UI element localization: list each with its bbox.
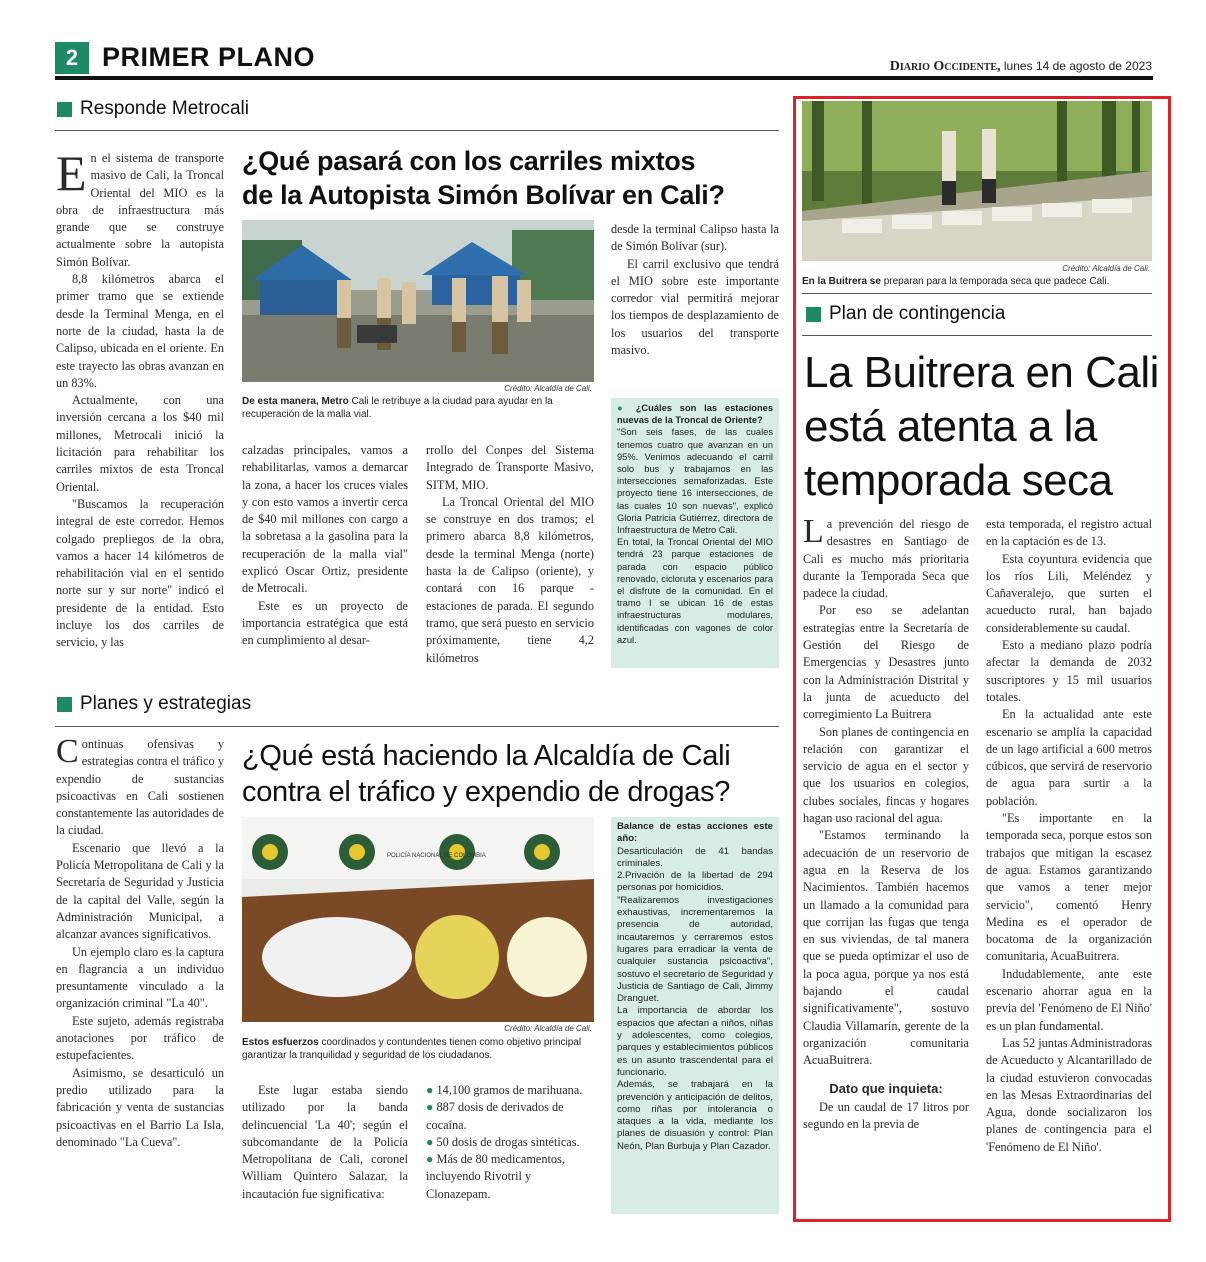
headline-line: temporada seca (804, 456, 1113, 505)
caption-rule (802, 293, 1152, 294)
article2-col3 (426, 1082, 594, 1203)
paper-name: Diario Occidente, (889, 59, 1001, 74)
paragraph: Este es un proyecto de importancia estratégica que está en cumplimiento al desar- (242, 598, 408, 648)
buitrera-photo (802, 101, 1152, 261)
article1-dropcap: E (56, 145, 87, 201)
article3-col2 (986, 516, 1152, 1156)
paragraph: Escenario que llevó a la Policía Metropolitana de Cali y la Secretaría de Seguridad y Justicia de la capital del Valle, según la Administración Municipal, a alcanzar avances significativos. (56, 840, 224, 942)
list-item: ● 50 dosis de drogas sintéticas. (426, 1134, 580, 1149)
box-text: En total, la Troncal Oriental del MIO tendrá 23 parque estaciones de parada con espacio público renovado, cicloruta y escenarios para el disfrute de la comunidad. En el tramo I se ubican 16 de estas infraestructuras modulares, identificadas con vagones de color azul. (617, 537, 773, 645)
box-text: "Realizaremos investigaciones exhaustivas, incrementaremos la presencia de autoridad, incautaremos y cerraremos estos lugares para erradicar la venta de cualquier sustancia psicoactiva", sostuvo el secretario de Seguridad y Justicia de Santiago de Cali, Jimmy Dranguet. (617, 894, 773, 1005)
paragraph: "Es importante en la temporada seca, porque estos son trabajos que mitigan la escasez de agua. Estamos garantizando que vamos a tener mejor servicio", comentó Henry Medina es el operador de bocatoma de la organización comunitaria, AcuaBuitrera. (986, 811, 1152, 964)
article2-rule (55, 726, 779, 727)
paragraph: 8,8 kilómetros abarca el primer tramo que se extiende desde la Terminal Menga, en el norte de la ciudad, hasta la de Calipso, ubicada en el oriente. En este trayecto las obras avanzan en un 83%. (56, 272, 224, 390)
article2-section (57, 693, 251, 715)
paragraph: ontinuas ofensivas y estrategias contra el tráfico y expendio de sustancias psicoactivas en Cali sostienen constantemente las autoridades de la ciudad. (56, 737, 224, 838)
paragraph: Son planes de contingencia en relación con garantizar el servicio de agua en el sector y que los usuarios en colegios, clubes sociales, fincas y hogares hagan uso racional del agua. (803, 724, 969, 826)
paragraph: calzadas principales, vamos a rehabilitarlas, vamos a demarcar la zona, a hacer los cruces viales y con esto vamos a invertir cerca de $40 mil millones con cargo a la sobretasa a la gasolina para la recuperación de la malla vial" explicó Oscar Ortiz, presidente de Metrocali. (242, 443, 408, 596)
headline-line: contra el tráfico y expendio de drogas? (242, 776, 731, 808)
masthead-info (890, 59, 1152, 75)
list-item: ● 14,100 gramos de marihuana. (426, 1083, 583, 1097)
page-number: 2 (65, 45, 79, 70)
paragraph: La Troncal Oriental del MIO se construye en dos tramos; el primero abarca 8,8 kilómetros, desde la terminal Menga (norte) hasta la de Calipso (oriente), y contará con 16 parque - estaciones de parada. El segundo tramo, que será puesto en servicio próximamente, tiene 4,2 kilómetros (426, 494, 594, 665)
box-text: "Son seis fases, de las cuales tenemos cuatro que avanzan en un 95%. Venimos adecuando el carril solo bus y trabajamos en las intersecciones semaforizadas. Este proyecto tiene 16 intersecciones, de las cuales 10 son nuevas", explicó Gloria Patricia Gutiérrez, directora de Infraestructura de Metro Cali. (617, 427, 773, 536)
box-text: Desarticulación de 41 bandas criminales. (617, 845, 773, 869)
paragraph: desde la terminal Calipso hasta la de Simón Bolívar (sur). (611, 222, 779, 254)
article2-section-label: Planes y estrategias (80, 693, 252, 714)
article1-col2 (242, 442, 408, 650)
headline-line: La Buitrera en Cali (804, 348, 1159, 397)
subhead: Dato que inquieta: (829, 1080, 943, 1096)
article2-col2 (242, 1082, 408, 1203)
article1-col3 (426, 442, 594, 667)
balance-box (611, 817, 779, 1214)
headline-line: ¿Qué pasará con los carriles mixtos (242, 146, 696, 176)
article3-headline (804, 346, 1159, 508)
list-item: ● Más de 80 medicamentos, incluyendo Rivotril y Clonazepam. (426, 1152, 565, 1201)
article1-col1 (56, 145, 224, 652)
headline-line: está atenta a la (804, 402, 1097, 451)
article3-dropcap: L (803, 513, 824, 550)
article3-caption: En la Buitrera se preparan para la temporada seca que padece Cali. (802, 276, 1110, 287)
article3-section (806, 303, 1005, 325)
article1-section-label: Responde Metrocali (80, 98, 249, 119)
paragraph: Un ejemplo claro es la captura en flagrancia a un individuo presuntamente vinculado a la organización criminal "La 40". (56, 944, 224, 1011)
paragraph: "Buscamos la recuperación integral de este corredor. Hemos colgado prepliegos de la obra, vamos a hacer 14 kilómetros de rehabilitación vial en el sentido norte sur y sur norte" indicó el presidente de la entidad. Esto incluye los dos carriles de servicio, y las (56, 496, 224, 650)
article1-section (57, 98, 249, 120)
list-item: ● 887 dosis de derivados de cocaína. (426, 1100, 564, 1132)
headline-line: de la Autopista Simón Bolívar en Cali? (242, 180, 725, 210)
article3-rule (802, 335, 1152, 336)
paragraph: En la actualidad ante este escenario se amplía la capacidad de un lago artificial a 600 metros cúbicos, que servirá de reservorio de agua para surtir a la población. (986, 707, 1152, 808)
seized-drugs-photo (242, 817, 594, 1022)
paragraph: Este lugar estaba siendo utilizado por la banda delincuencial 'La 40'; según el subcomandante de la Policía Metropolitana de Cali, coronel William Quintero Salazar, la incautación fue significativa: (242, 1083, 408, 1201)
page-number-badge (55, 42, 89, 74)
paragraph: Indudablemente, ante este escenario ahorrar agua en la previa del 'Fenómeno de El Niño' es un plan fundamental. (986, 966, 1152, 1033)
paragraph: rrollo del Conpes del Sistema Integrado de Transporte Masivo, SITM, MIO. (426, 443, 594, 492)
paragraph: Por eso se adelantan estrategias entre la Secretaría de Gestión del Riesgo de Emergencias y Desastres junto con la Administración Distrital y la junta de acueducto del corregimiento La Buitrera (803, 603, 969, 722)
article2-headline (242, 738, 730, 810)
photo-credit: Crédito: Alcaldía de Cali. (504, 1024, 592, 1033)
section-title: PRIMER PLANO (102, 42, 316, 72)
paragraph: esta temporada, el registro actual en la captación es de 13. (986, 517, 1152, 549)
paragraph: Las 52 juntas Administradoras de Acueducto y Alcantarillado de la ciudad estuvieron convocadas en las Mesas Extraordinarias del Agua, donde socializaron los planes de contingencia para el 'Fenómeno de El Niño'. (986, 1035, 1152, 1154)
headline-line: ¿Qué está haciendo la Alcaldía de Cali (242, 740, 731, 772)
paragraph: n el sistema de transporte masivo de Cali, la Troncal Oriental del MIO es la obra de infraestructura más grande que se construye actualmente sobre la autopista Simón Bolívar. (56, 151, 224, 269)
article1-caption: De esta manera, Metro Cali le retribuye a la ciudad para ayudar en la recuperación de la malla vial. (242, 396, 553, 420)
box-text: La importancia de abordar los espacios que afectan a niños, niñas y adolescentes, como colegios, parques y establecimientos públicos es un asunto trascendental para el funcionario. (617, 1005, 773, 1078)
paragraph: Esto a mediano plazo podría afectar la demanda de 2032 suscriptores y 15 mil usuarios totales. (986, 638, 1152, 704)
stations-box (611, 398, 779, 668)
article1-rule (55, 130, 779, 131)
paragraph: a prevención del riesgo de desastres en Santiago de Cali es mucho más prioritaria durante la Temporada Seca que padece la ciudad. (803, 517, 969, 601)
box-text: Además, se trabajará en la prevención y anticipación de delitos, como riñas por intolerancia o ataques a la vida, mediante los planes de disuasión y control: Plan Neón, Plan Burbuja y Plan Cazador. (617, 1079, 773, 1152)
paragraph: Asimismo, se desarticuló un predio utilizado para la fabricación y venta de sustancias psicoactivas en el Barrio La Isla, denominado "La Cueva". (56, 1065, 224, 1149)
photo-credit: Crédito: Alcaldía de Cali. (1062, 264, 1150, 273)
article3-col1 (803, 513, 969, 1133)
article1-col4 (611, 221, 779, 359)
article2-dropcap: C (56, 733, 79, 770)
paragraph: Este sujeto, además registraba anotaciones por tráfico de estupefacientes. (56, 1013, 224, 1063)
box-text: 2.Privación de la libertad de 294 personas por homicidios. (617, 870, 773, 894)
workers-photo (242, 220, 594, 382)
photo-banner: POLICÍA NACIONAL DE COLOMBIA (387, 853, 486, 859)
paragraph: Actualmente, con una inversión cercana a los $40 mil millones, Metrocali inició la licitación para rehabilitar los carriles mixtos de esta Troncal Oriental. (56, 393, 224, 494)
article2-col1 (56, 733, 224, 1151)
box-title: Balance de estas acciones este año: (617, 821, 773, 845)
box-title: ● ¿Cuáles son las estaciones nuevas de la Troncal de Oriente? (617, 403, 773, 426)
photo-credit: Crédito: Alcaldía de Cali. (504, 384, 592, 393)
paragraph: "Estamos terminando la adecuación de un reservorio de agua en la Reserva de los Nacimientos. También hacemos un llamado a la comunidad para que corrijan las fugas que tenga en sus viviendas, de tal manera que se pueda optimizar el uso de la poca agua, porque ya nos está bajando el caudal significativamente", sostuvo Claudia Villamarín, gerente de la organización comunitaria AcuaBuitrera. (803, 828, 969, 1068)
paragraph: El carril exclusivo que tendrá el MIO sobre este importante corredor vial permitirá mejorar los tiempos de desplazamiento de los usuarios del transporte masivo. (611, 256, 779, 358)
paragraph: De un caudal de 17 litros por segundo en la previa de (803, 1099, 969, 1132)
article3-section-label: Plan de contingencia (829, 303, 1006, 324)
article2-caption: Estos esfuerzos coordinados y contundentes tienen como objetivo principal garantizar la tranquilidad y seguridad de los ciudadanos. (242, 1037, 582, 1061)
issue-date: lunes 14 de agosto de 2023 (1003, 59, 1152, 73)
article1-headline (242, 144, 725, 212)
paragraph: Esta coyuntura evidencia que los ríos Lili, Meléndez y Cañaveralejo, que surten el acueducto rural, han bajado considerablemente su caudal. (986, 551, 1152, 635)
masthead-rule (55, 76, 1153, 80)
